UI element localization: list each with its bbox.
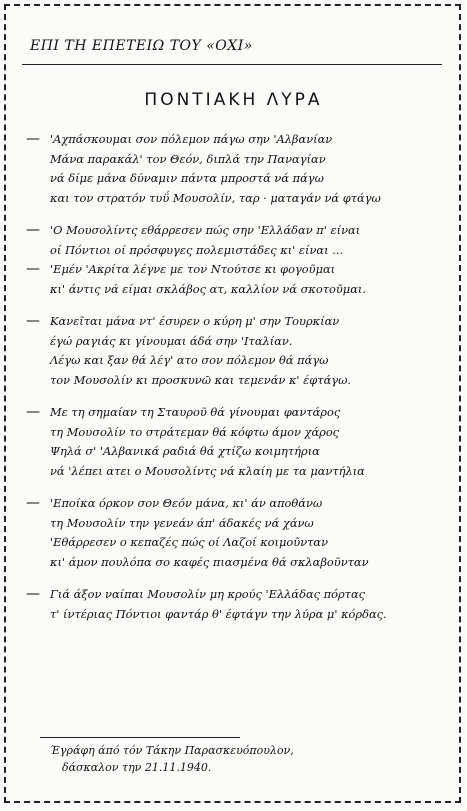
line-text: 'Εμέν 'Ακρίτα λέγνε με τον Ντούτσε κι φογοῦμαι	[50, 262, 336, 276]
line-text: Μάνα παρακάλ' τον Θεόν, διπλά την Παναγίαν	[50, 151, 326, 166]
poem-line	[26, 585, 451, 605]
line-text: οί Πόντιοι οί πρόσφυγες πολεμιστάδες κι' είναι ...	[50, 242, 344, 257]
poem-line	[26, 351, 451, 371]
footer-line-date: δάσκαλον την 21.11.1940.	[62, 761, 212, 774]
stanza	[26, 403, 451, 481]
poem-title: ΠΟΝΤΙΑΚΗ ΛΥΡΑ	[144, 90, 323, 110]
poem-line	[26, 533, 451, 553]
line-dash: —	[26, 261, 40, 277]
line-text: Ψηλά σ' 'Αλβανικά ραδιά θά χτίζω κοιμητήρια	[50, 444, 320, 458]
line-text: έγώ ραγιάς κι γίνουμαι άδά σην 'Ιταλίαν.	[50, 333, 293, 348]
line-text: τ' ίντέριας Πόντιοι φαντάρ θ' έφτάγν την λύρα μ' κόρδας.	[50, 606, 387, 621]
poem-line	[26, 514, 451, 534]
poem-line	[26, 403, 451, 423]
line-text: Λέγω και ξαν θά λέγ' ατο σον πόλεμον θά πάγω	[50, 353, 329, 367]
line-text: και τον στρατόν τυΰ Μουσολίν, ταρ · ματαγάν νά φτάγω	[50, 190, 381, 205]
poem-line	[26, 221, 451, 241]
stanza	[26, 585, 451, 624]
stanza	[26, 312, 451, 390]
poem-line	[26, 260, 451, 280]
line-dash: —	[26, 222, 40, 238]
line-text: κι' άμον πουλόπα σο καφές πιασμένα θά σκλαβοῦνταν	[50, 554, 369, 569]
line-dash: —	[26, 495, 40, 511]
line-text: Γιά άξον ναίπαι Μουσολίν μη κρούς 'Ελλάδας πόρτας	[50, 587, 366, 601]
poem-line	[26, 189, 451, 209]
poem-line	[26, 423, 451, 443]
line-text: 'Εθάρρεσεν ο κεπαζές πώς οί Λαζοί κοιμοῦνταν	[50, 535, 329, 549]
poem-line	[26, 371, 451, 391]
poem-body	[26, 130, 451, 637]
line-text: Με τη σημαίαν τη Σταυροῦ θά γίνουμαι φαντάρος	[50, 405, 341, 419]
line-dash: —	[26, 131, 40, 147]
poem-line	[26, 150, 451, 170]
footer-note	[50, 742, 430, 776]
line-text: κι' άντις νά είμαι σκλάβος ατ, καλλίον νά σκοτοῦμαι.	[50, 281, 366, 296]
line-text: 'Εποίκα όρκον σον Θεόν μάνα, κι' άν αποθάνω	[50, 496, 323, 510]
poem-line	[26, 332, 451, 352]
line-dash: —	[26, 586, 40, 602]
poem-line	[26, 130, 451, 150]
footer-line-author: Έγράφη άπό τόν Τάκην Παρασκευόπουλον,	[50, 744, 294, 757]
line-text: νά δίμε μάνα δύναμιν πάντα μπροστά νά πάγω	[50, 171, 324, 185]
poem-line	[26, 605, 451, 625]
line-text: Κανεῖται μάνα ντ' έσυρεν ο κύρη μ' σην Τουρκίαν	[50, 314, 340, 328]
line-text: τη Μουσολίν την γενεάν άπ' άδακές νά χάνω	[50, 515, 314, 530]
stanza	[26, 494, 451, 572]
poem-line	[26, 442, 451, 462]
poem-line	[26, 169, 451, 189]
line-text: τον Μουσολίν κι προσκυνῶ και τεμενάν κ' έφτάγω.	[50, 372, 351, 387]
header-divider	[22, 64, 442, 65]
line-text: 'Ο Μουσολίντς εθάρρεσεν πώς σην 'Ελλάδαν π' είναι	[50, 223, 361, 237]
poem-line	[26, 241, 451, 261]
stanza	[26, 221, 451, 299]
poem-line	[26, 494, 451, 514]
line-dash: —	[26, 404, 40, 420]
line-text: τη Μουσολίν το στράτεμαν θά κόφτω άμον χάρος	[50, 424, 340, 439]
line-dash: —	[26, 313, 40, 329]
header-heading: ΕΠΙ ΤΗ ΕΠΕΤΕΙΩ ΤΟΥ «ΟΧΙ»	[30, 38, 253, 54]
line-text: 'Αχπάσκουμαι σον πόλεμον πάγω σην 'Αλβανίαν	[50, 132, 333, 146]
footer-divider	[40, 737, 240, 738]
poem-line	[26, 280, 451, 300]
poem-line	[26, 553, 451, 573]
line-text: νά 'λέπει ατει ο Μουσολίντς νά κλαίη με τα μαντήλια	[50, 463, 365, 478]
poem-line	[26, 462, 451, 482]
stanza	[26, 130, 451, 208]
poem-line	[26, 312, 451, 332]
